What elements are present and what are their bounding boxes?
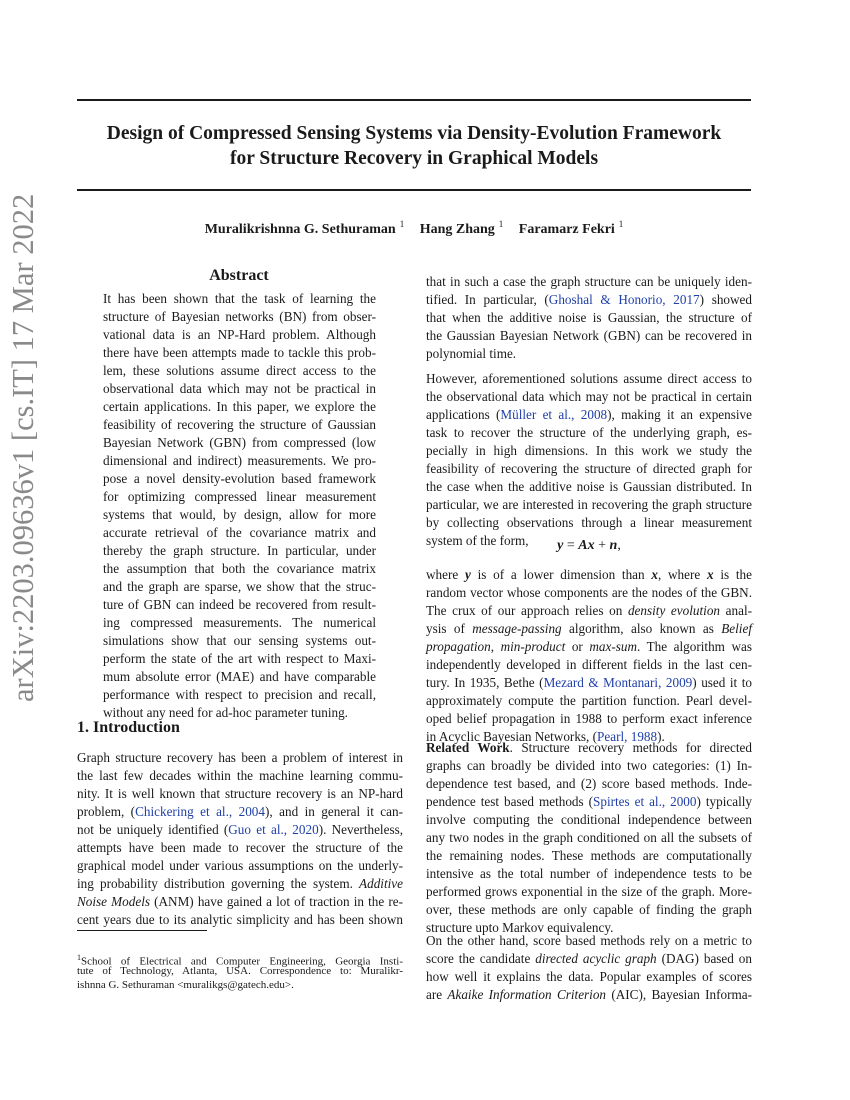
abstract-line: systems that would, by design, allow for more bbox=[103, 507, 376, 522]
text-span: anal- bbox=[720, 603, 752, 618]
text-span: is the bbox=[713, 567, 752, 582]
title-line: Design of Compressed Sensing Systems via Density-Evolution Framework bbox=[106, 123, 722, 144]
footnote-line: tute of Technology, Atlanta, USA. Correspondence to: Muralikr- bbox=[77, 965, 403, 977]
citation-link[interactable]: Ghoshal & Honorio, 2017 bbox=[548, 292, 700, 307]
footnote-line: ishnna G. Sethuraman <muralikgs@gatech.edu>. bbox=[77, 979, 294, 991]
text-line bbox=[426, 291, 752, 309]
text-span: pendence test based methods ( bbox=[426, 794, 594, 809]
text-line: task to recover the structure of the underlying graph, es- bbox=[426, 425, 752, 440]
abstract-line: for optimizing compressed linear measurement bbox=[103, 489, 376, 504]
text-line: Graph structure recovery has been a problem of interest in bbox=[77, 750, 403, 765]
text-line: how well it explains the data. Popular examples of scores bbox=[426, 969, 752, 984]
text-line: the observational data which may not be practical in certain bbox=[426, 389, 752, 404]
italic-term: propagation bbox=[426, 639, 491, 654]
abstract-line: mum absolute error (MAE) and have comparable bbox=[103, 669, 376, 684]
text-span: ) typically bbox=[696, 794, 752, 809]
text-line: On the other hand, score based methods rely on a metric to bbox=[426, 933, 752, 948]
italic-term: directed acyclic graph bbox=[535, 951, 657, 966]
text-line: graphs can broadly be divided into two categories: (1) In- bbox=[426, 758, 752, 773]
math-operator: + bbox=[594, 538, 610, 553]
footnote-mark: 1 bbox=[77, 953, 81, 962]
italic-term: Noise Models bbox=[77, 894, 150, 909]
citation-link[interactable]: Spirtes et al., 2000 bbox=[593, 794, 697, 809]
abstract-line: performance with respect to precision and recall, bbox=[103, 687, 376, 702]
text-span: , bbox=[490, 639, 501, 654]
text-span: are bbox=[426, 987, 448, 1002]
text-span: score the candidate bbox=[426, 951, 536, 966]
text-span: not be uniquely identified ( bbox=[77, 822, 229, 837]
text-line: the last few decades within the machine learning commu- bbox=[77, 768, 403, 783]
text-line: However, aforementioned solutions assume direct access to bbox=[426, 371, 752, 386]
abstract-line: feasibility of recovering the structure of Gaussian bbox=[103, 417, 376, 432]
math-operator: , bbox=[617, 538, 621, 553]
abstract-line: and the graph are sparse, we show that the struc- bbox=[103, 579, 376, 594]
italic-term: Belief bbox=[721, 621, 752, 636]
italic-term: max-sum bbox=[589, 639, 637, 654]
footnote-rule bbox=[77, 930, 207, 931]
text-line: the Gaussian Bayesian Network (GBN) can be recovered in bbox=[426, 328, 752, 343]
citation-link[interactable]: Mezard & Montanari, 2009 bbox=[543, 675, 693, 690]
arxiv-identifier-text: arXiv:2203.09636v1 [cs.IT] 17 Mar 2022 bbox=[6, 193, 40, 702]
text-line bbox=[77, 893, 403, 911]
text-span: ). Nevertheless, bbox=[318, 822, 404, 837]
text-line: nity. It is well known that structure recovery is an NP-hard bbox=[77, 786, 403, 801]
math-symbol: y bbox=[557, 538, 564, 553]
text-line: random vector whose components are the nodes of the GBN. bbox=[426, 585, 752, 600]
section-heading-introduction: 1. Introduction bbox=[77, 719, 180, 736]
text-span: ). bbox=[657, 729, 665, 744]
text-span: tified. In particular, ( bbox=[426, 292, 549, 307]
text-line: structure upto Markov equivalency. bbox=[426, 920, 614, 935]
math-symbol: n bbox=[609, 538, 618, 553]
author-name: Muralikrishnna G. Sethuraman bbox=[204, 222, 396, 237]
author-name: Faramarz Fekri bbox=[518, 222, 615, 237]
text-line bbox=[426, 739, 752, 757]
abstract-line: dimensional and indirect) measurements. We pro- bbox=[103, 453, 376, 468]
math-symbol: x bbox=[651, 567, 658, 582]
text-line bbox=[426, 950, 752, 968]
abstract-heading: Abstract bbox=[209, 267, 269, 284]
text-line: oped belief propagation in 1988 to perform exact inference bbox=[426, 711, 752, 726]
text-span: School of Electrical and Computer Engineering, Georgia Insti- bbox=[81, 955, 403, 968]
abstract-line: there have been attempts made to tackle this prob- bbox=[103, 345, 376, 360]
abstract-line: the assumption that both the covariance matrix bbox=[103, 561, 376, 576]
text-span: ysis of bbox=[426, 621, 473, 636]
text-span: . Structure recovery methods for directed bbox=[509, 740, 753, 755]
abstract-line: structure of Bayesian networks (BN) from obser- bbox=[103, 309, 376, 324]
text-line: that when the additive noise is Gaussian, the structure of bbox=[426, 310, 752, 325]
text-line: that in such a case the graph structure can be uniquely iden- bbox=[426, 274, 752, 289]
text-line bbox=[426, 566, 752, 584]
text-line: polynomial time. bbox=[426, 346, 517, 361]
text-line bbox=[426, 793, 752, 811]
text-span: is of a lower dimension than bbox=[470, 567, 652, 582]
text-line: the remaining nodes. These methods are computationally bbox=[426, 848, 752, 863]
math-symbol: y bbox=[464, 567, 471, 582]
citation-link[interactable]: Guo et al., 2020 bbox=[228, 822, 319, 837]
text-line: system of the form, bbox=[426, 533, 529, 548]
citation-link[interactable]: Chickering et al., 2004 bbox=[135, 804, 265, 819]
text-line bbox=[426, 674, 752, 692]
text-span: ing probability distribution governing the system. bbox=[77, 876, 360, 891]
text-line bbox=[77, 803, 403, 821]
text-span: . The algorithm was bbox=[637, 639, 752, 654]
text-span: where bbox=[426, 567, 465, 582]
title-bottom-rule bbox=[77, 189, 751, 191]
text-line: any two nodes in the graph conditioned on all the subsets of bbox=[426, 830, 752, 845]
abstract-line: without any need for ad-hoc parameter tuning. bbox=[103, 705, 348, 720]
text-line bbox=[426, 620, 752, 638]
text-span: applications ( bbox=[426, 407, 501, 422]
abstract-line: certain applications. In this paper, we explore the bbox=[103, 399, 376, 414]
text-span: (ANM) have gained a lot of traction in the re- bbox=[150, 894, 403, 909]
text-line: attempts have been made to recover the structure of the bbox=[77, 840, 403, 855]
abstract-line: simulations show that our sensing systems out- bbox=[103, 633, 376, 648]
affiliation-mark: 1 bbox=[399, 219, 405, 229]
abstract-line: perform the state of the art with respect to Maxi- bbox=[103, 651, 376, 666]
text-line bbox=[426, 406, 752, 424]
text-line bbox=[77, 875, 403, 893]
italic-term: density evolution bbox=[627, 603, 721, 618]
math-operator: = bbox=[563, 538, 579, 553]
affiliation-mark: 1 bbox=[618, 219, 624, 229]
citation-link[interactable]: Müller et al., 2008 bbox=[500, 407, 608, 422]
text-span: algorithm, also known as bbox=[561, 621, 722, 636]
text-line: over, these methods are only capable of finding the graph bbox=[426, 902, 752, 917]
text-line: feasibility of recovering the structure of directed graph for bbox=[426, 461, 752, 476]
text-line: graphical model under various assumptions on the underly- bbox=[77, 858, 403, 873]
abstract-line: pose a novel density-evolution based framework bbox=[103, 471, 376, 486]
author-name: Hang Zhang bbox=[419, 222, 495, 237]
text-line: independently developed in different fields in the last cen- bbox=[426, 657, 752, 672]
citation-link[interactable]: Pearl, 1988 bbox=[597, 729, 658, 744]
math-symbol: x bbox=[707, 567, 714, 582]
text-span: ) showed bbox=[699, 292, 752, 307]
measurement-equation bbox=[426, 538, 752, 554]
abstract-line: ture of GBN can indeed be recovered from result- bbox=[103, 597, 376, 612]
text-span: ), making it an expensive bbox=[607, 407, 752, 422]
text-line: intensive as the total number of independence tests to be bbox=[426, 866, 752, 881]
text-line: dependence test based, and (2) score based methods. Inde- bbox=[426, 776, 752, 791]
paragraph-heading-related-work: Related Work bbox=[426, 740, 510, 755]
abstract-line: accurate retrieval of the covariance matrix and bbox=[103, 525, 376, 540]
text-span: The crux of our approach relies on bbox=[426, 603, 628, 618]
italic-term: Additive bbox=[359, 876, 403, 891]
text-line: performed grows exponential in the size of the graph. More- bbox=[426, 884, 752, 899]
abstract-line: It has been shown that the task of learning the bbox=[103, 291, 376, 306]
text-span: ) used it to bbox=[692, 675, 752, 690]
text-line: cent years due to its analytic simplicity and has been shown bbox=[77, 912, 403, 927]
text-line: the case when the additive noise is Gaussian distributed. In bbox=[426, 479, 752, 494]
text-span: or bbox=[565, 639, 590, 654]
abstract-line: Bayesian Network (GBN) from compressed (low bbox=[103, 435, 376, 450]
italic-term: Akaike Information Criterion bbox=[447, 987, 607, 1002]
abstract-line: thereby the graph structure. In particular, under bbox=[103, 543, 376, 558]
text-span: in Acyclic Bayesian Networks, ( bbox=[426, 729, 598, 744]
italic-term: min-product bbox=[500, 639, 566, 654]
abstract-line: lem, these solutions assume direct access to the bbox=[103, 363, 376, 378]
paper-title bbox=[77, 121, 751, 171]
text-line: involve computing the conditional independence between bbox=[426, 812, 752, 827]
math-symbol: Ax bbox=[578, 538, 595, 553]
title-top-rule bbox=[77, 99, 751, 101]
text-line: approximately compute the partition function. Pearl devel- bbox=[426, 693, 752, 708]
text-line bbox=[426, 638, 752, 656]
text-span: (DAG) based on bbox=[656, 951, 752, 966]
affiliation-mark: 1 bbox=[498, 219, 504, 229]
text-span: ), and in general it can- bbox=[265, 804, 403, 819]
text-line: by collecting observations through a linear measurement bbox=[426, 515, 752, 530]
abstract-line: ing compressed measurements. The numerical bbox=[103, 615, 376, 630]
abstract-line: vational data is an NP-Hard problem. Although bbox=[103, 327, 376, 342]
text-line bbox=[77, 821, 403, 839]
author-list bbox=[77, 219, 751, 238]
text-span: , where bbox=[657, 567, 707, 582]
text-line: particular, we are interested in recovering the graph structure bbox=[426, 497, 752, 512]
text-line bbox=[426, 602, 752, 620]
text-span: tury. In 1935, Bethe ( bbox=[426, 675, 544, 690]
abstract-line: observational data which may not be practical in bbox=[103, 381, 376, 396]
text-span: problem, ( bbox=[77, 804, 136, 819]
text-span: (AIC), Bayesian Informa- bbox=[606, 987, 752, 1002]
italic-term: message-passing bbox=[472, 621, 562, 636]
text-line: pecially in high dimensions. In this work we study the bbox=[426, 443, 752, 458]
title-line: for Structure Recovery in Graphical Models bbox=[229, 148, 599, 169]
text-line bbox=[426, 986, 752, 1004]
